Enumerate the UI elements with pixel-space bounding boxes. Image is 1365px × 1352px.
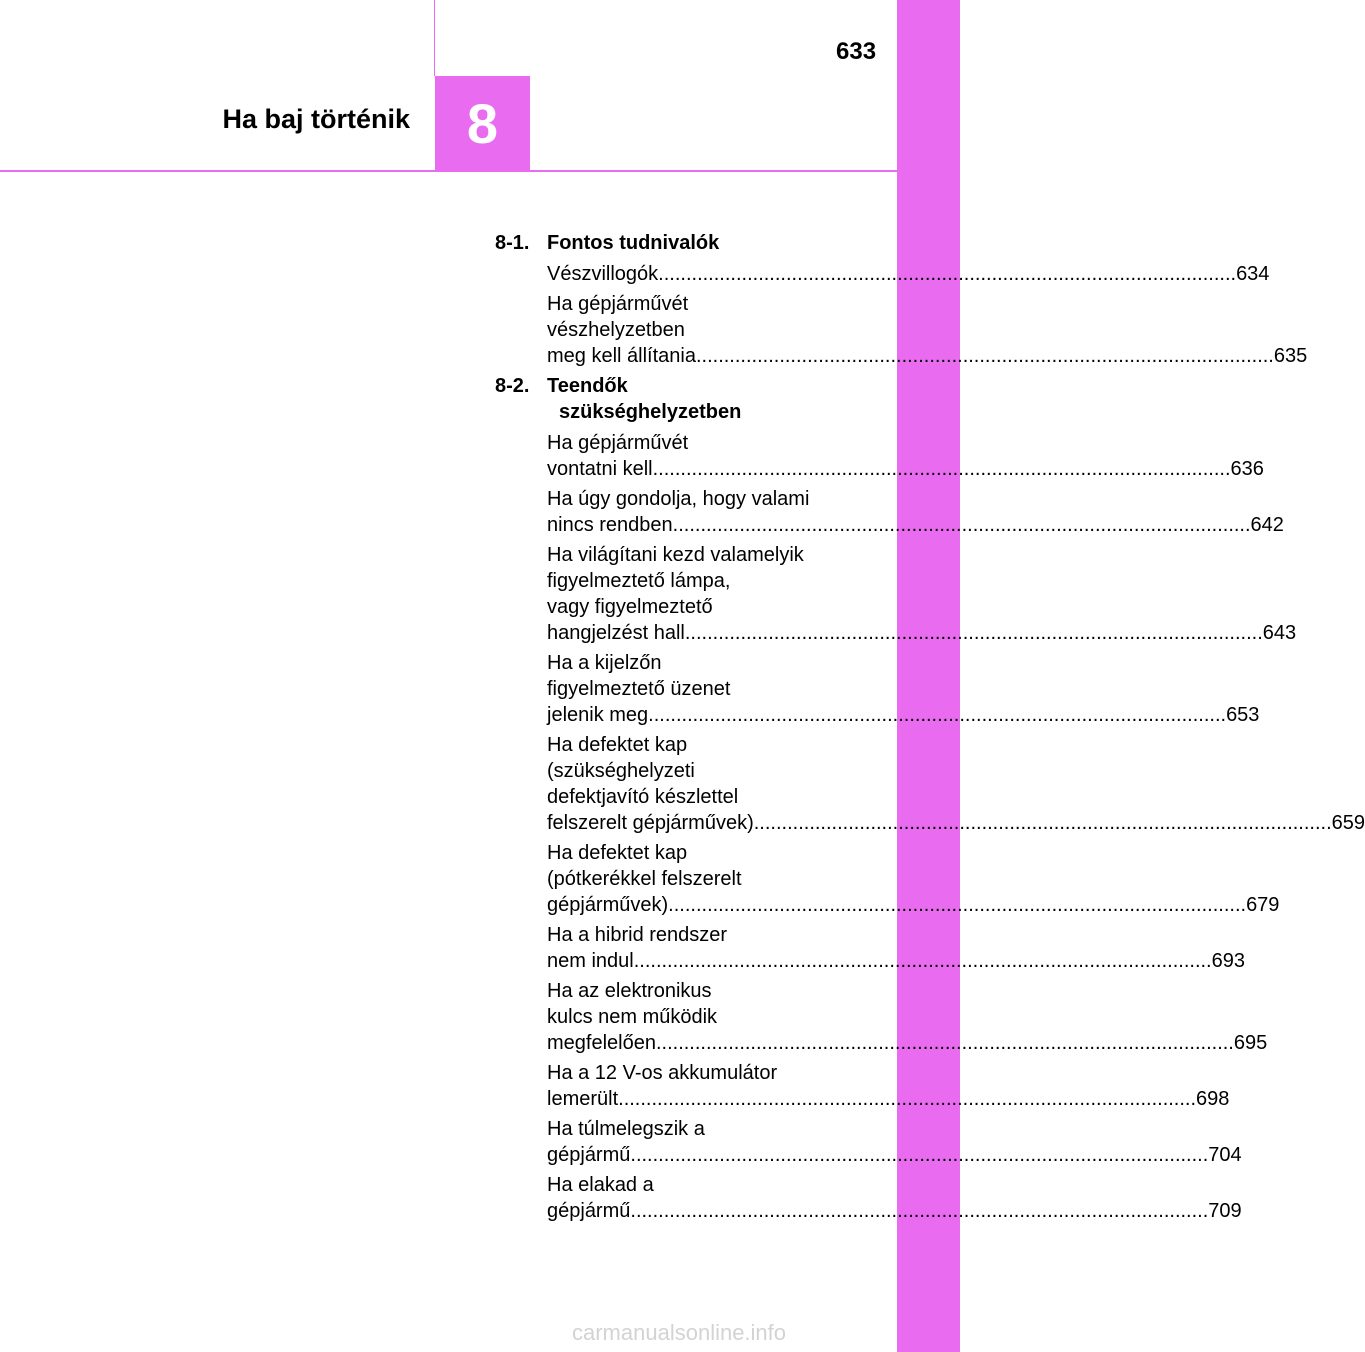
entry-page-number: 704 <box>1208 1144 1242 1166</box>
entry-text-line: vontatni kell <box>547 458 653 480</box>
toc-section-heading <box>495 373 840 425</box>
entry-text-line: Vészvillogók <box>547 263 659 285</box>
toc-entry[interactable] <box>495 1116 1242 1168</box>
toc-entry[interactable] <box>495 486 1284 538</box>
entry-page-number: 679 <box>1246 894 1280 916</box>
dot-leader <box>685 622 1263 644</box>
entry-last-line <box>547 620 1297 646</box>
toc-entry[interactable] <box>495 650 1260 728</box>
entry-last-line <box>547 343 1308 369</box>
entry-last-line <box>547 892 1280 918</box>
section-number: 8-1. <box>495 232 530 254</box>
entry-text-line: nincs rendben <box>547 514 673 536</box>
section-number: 8-2. <box>495 375 530 397</box>
toc-entry[interactable] <box>495 1060 1230 1112</box>
entry-last-line <box>547 1086 1230 1112</box>
section-title-line: Teendők <box>547 375 628 397</box>
chapter-title: Ha baj történik <box>222 104 410 134</box>
entry-text-line: Ha elakad a <box>547 1174 654 1196</box>
entry-page-number: 636 <box>1230 458 1264 480</box>
entry-text-line: megfelelően <box>547 1032 656 1054</box>
section-title-line: szükséghelyzetben <box>559 401 742 423</box>
header-divider <box>434 0 435 76</box>
entry-last-line <box>547 702 1260 728</box>
entry-last-line <box>547 1030 1268 1056</box>
entry-page-number: 635 <box>1273 345 1308 367</box>
entry-text-line: vészhelyzetben <box>547 319 685 341</box>
dot-leader <box>658 263 1236 285</box>
entry-page-number: 693 <box>1211 950 1245 972</box>
entry-text-line: defektjavító készlettel <box>547 786 739 808</box>
entry-text-line: Ha az elektronikus <box>547 980 712 1002</box>
dot-leader <box>673 514 1251 536</box>
chapter-number-box: 8 <box>435 76 530 171</box>
entry-page-number: 642 <box>1250 514 1284 536</box>
entry-text-line: gépjármű <box>547 1144 631 1166</box>
table-of-contents <box>495 230 1365 1228</box>
entry-last-line <box>547 261 1270 287</box>
entry-text-line: felszerelt gépjárművek) <box>547 812 754 834</box>
entry-text-line: figyelmeztető üzenet <box>547 678 731 700</box>
entry-text-line: jelenik meg <box>547 704 649 726</box>
dot-leader <box>630 1200 1208 1222</box>
toc-entry[interactable] <box>495 732 1365 836</box>
entry-page-number: 659 <box>1331 812 1365 834</box>
entry-text-line: figyelmeztető lámpa, <box>547 570 731 592</box>
toc-entry[interactable] <box>495 430 1264 482</box>
entry-text-line: Ha túlmelegszik a <box>547 1118 705 1140</box>
entry-text-line: vagy figyelmeztető <box>547 596 713 618</box>
dot-leader <box>653 458 1231 480</box>
toc-entry[interactable] <box>495 978 1268 1056</box>
dot-leader <box>634 950 1212 972</box>
toc-entry[interactable] <box>495 922 1245 974</box>
dot-leader <box>754 812 1332 834</box>
entry-text-line: Ha defektet kap <box>547 842 688 864</box>
entry-text-line: hangjelzést hall <box>547 622 685 644</box>
toc-entry[interactable] <box>495 1172 1242 1224</box>
dot-leader <box>668 894 1246 916</box>
dot-leader <box>648 704 1226 726</box>
entry-text-line: Ha a 12 V-os akkumulátor <box>547 1062 778 1084</box>
dot-leader <box>630 1144 1208 1166</box>
entry-text-line: meg kell állítania <box>547 345 696 367</box>
entry-text-line: Ha világítani kezd valamelyik <box>547 544 804 566</box>
entry-page-number: 695 <box>1233 1032 1268 1054</box>
toc-entry[interactable] <box>495 261 1270 287</box>
entry-page-number: 653 <box>1226 704 1260 726</box>
entry-text-line: Ha gépjárművét <box>547 293 689 315</box>
entry-last-line <box>547 1142 1242 1168</box>
entry-last-line <box>547 948 1245 974</box>
entry-text-line: nem indul <box>547 950 634 972</box>
entry-page-number: 709 <box>1208 1200 1242 1222</box>
toc-entry[interactable] <box>495 542 1297 646</box>
entry-text-line: gépjárművek) <box>547 894 669 916</box>
dot-leader <box>656 1032 1234 1054</box>
entry-text-line: Ha a kijelzőn <box>547 652 662 674</box>
entry-page-number: 698 <box>1196 1088 1230 1110</box>
toc-section-heading <box>495 230 840 256</box>
entry-page-number: 643 <box>1262 622 1297 644</box>
entry-last-line <box>547 512 1284 538</box>
entry-text-line: Ha úgy gondolja, hogy valami <box>547 488 810 510</box>
entry-text-line: kulcs nem működik <box>547 1006 718 1028</box>
entry-last-line <box>547 1198 1242 1224</box>
entry-text-line: (szükséghelyzeti <box>547 760 695 782</box>
watermark: carmanualsonline.info <box>572 1320 787 1345</box>
entry-page-number: 634 <box>1236 263 1270 285</box>
section-title-line: Fontos tudnivalók <box>547 232 720 254</box>
entry-text-line: Ha defektet kap <box>547 734 688 756</box>
page-number: 633 <box>836 38 877 65</box>
toc-entry[interactable] <box>495 291 1308 369</box>
dot-leader <box>618 1088 1196 1110</box>
entry-text-line: lemerült <box>547 1088 619 1110</box>
entry-text-line: (pótkerékkel felszerelt <box>547 868 742 890</box>
entry-text-line: gépjármű <box>547 1200 631 1222</box>
entry-text-line: Ha a hibrid rendszer <box>547 924 728 946</box>
entry-text-line: Ha gépjárművét <box>547 432 689 454</box>
toc-entry[interactable] <box>495 840 1280 918</box>
entry-last-line <box>547 456 1264 482</box>
entry-last-line <box>547 810 1365 836</box>
dot-leader <box>696 345 1274 367</box>
